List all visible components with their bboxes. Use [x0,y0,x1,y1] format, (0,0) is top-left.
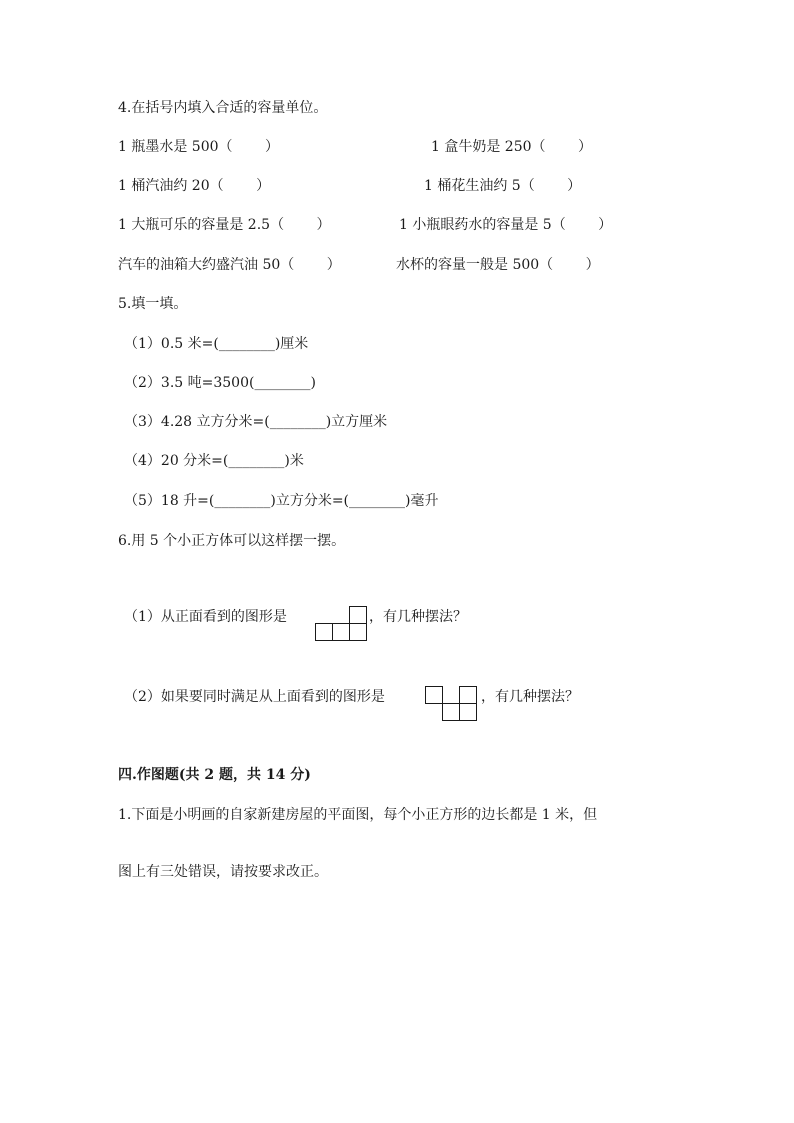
top-view-cell [460,687,477,704]
q5-item-4: （4）20 分米=(________)米 [124,453,304,469]
q4-item-cup: 水杯的容量一般是 500（ ） [396,257,600,273]
q4-item-gasoline: 1 桶汽油约 20（ ） [118,178,271,194]
q4-item-fuel-tank: 汽车的油箱大约盛汽油 50（ ） [118,257,341,273]
q5-item-5: （5）18 升=(________)立方分米=(________)毫升 [124,493,439,509]
top-view-cell [460,704,477,721]
q6-item1-question: ，有几种摆法？ [369,609,467,625]
q4-title: 4.在括号内填入合适的容量单位。 [118,100,328,116]
section4-title: 四.作图题(共 2 题，共 14 分) [118,767,311,783]
front-view-cell [333,624,350,641]
q6-title: 6.用 5 个小正方体可以这样摆一摆。 [118,533,346,549]
top-view-cell [426,687,443,704]
front-view-cell [316,624,333,641]
section4-q1-line2: 图上有三处错误，请按要求改正。 [118,864,328,880]
front-view-cell [350,607,367,624]
q6-item2-question: ，有几种摆法？ [481,689,579,705]
q5-item-2: （2）3.5 吨=3500(________) [124,375,316,391]
q5-item-1: （1）0.5 米=(________)厘米 [124,336,309,352]
top-view-cell [443,704,460,721]
q4-item-ink: 1 瓶墨水是 500（ ） [118,139,279,155]
q5-item-3: （3）4.28 立方分米=(________)立方厘米 [124,414,388,430]
q4-item-peanut-oil: 1 桶花生油约 5（ ） [424,178,582,194]
front-view-cell [350,624,367,641]
q6-item2-text: （2）如果要同时满足从上面看到的图形是 [124,689,385,705]
q4-item-eye-drops: 1 小瓶眼药水的容量是 5（ ） [399,217,613,233]
front-view-figure [313,605,369,643]
top-view-figure [423,685,479,723]
q5-title: 5.填一填。 [118,296,188,312]
section4-q1-line1: 1.下面是小明画的自家新建房屋的平面图，每个小正方形的边长都是 1 米，但 [118,807,598,823]
q6-item1-text: （1）从正面看到的图形是 [124,609,287,625]
q4-item-cola: 1 大瓶可乐的容量是 2.5（ ） [118,217,331,233]
q4-item-milk: 1 盒牛奶是 250（ ） [431,139,592,155]
